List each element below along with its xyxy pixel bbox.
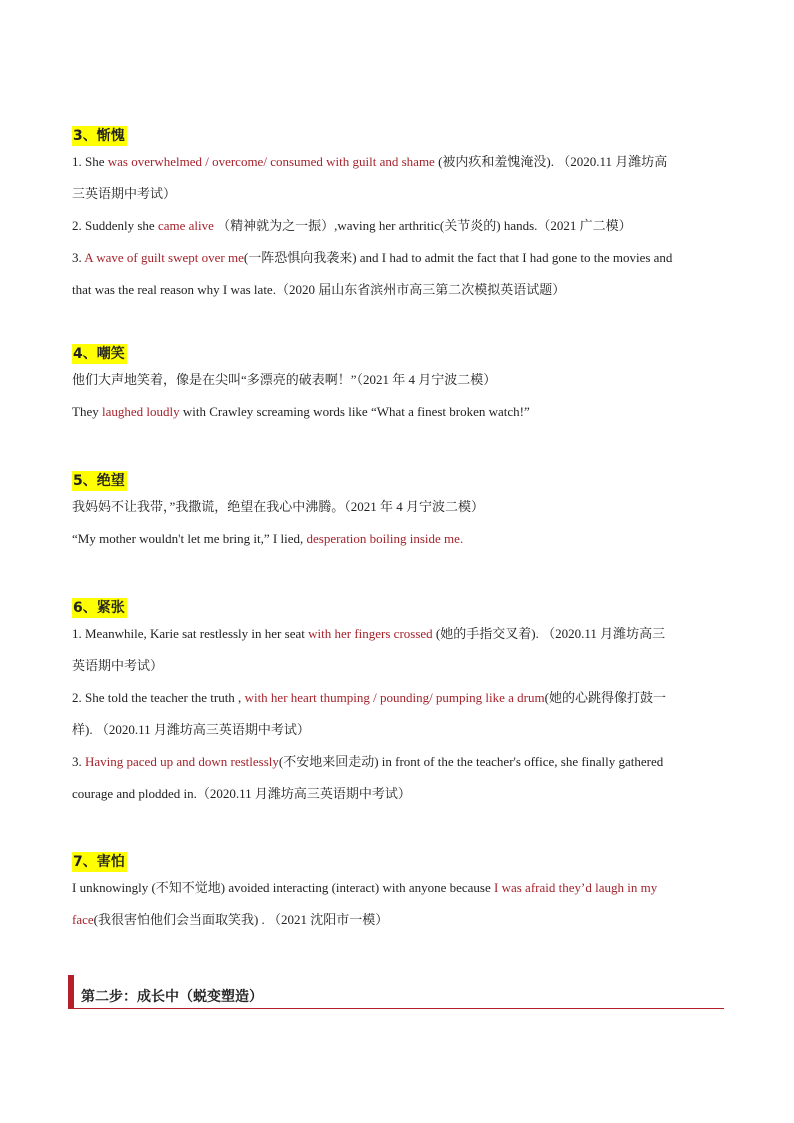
highlighted-phrase: desperation boiling inside me. xyxy=(306,531,464,546)
text-segment: (她的手指交叉着). （2020.11 月潍坊高三 xyxy=(432,626,666,641)
text-segment: 2. She told the teacher the truth , xyxy=(72,690,245,705)
highlighted-phrase: I was afraid they’d laugh in my xyxy=(494,880,658,895)
text-line xyxy=(72,491,724,523)
text-segment: I unknowingly (不知不觉地) avoided interacting (interact) with anyone because xyxy=(72,880,495,895)
text-line xyxy=(72,396,724,428)
section-heading: 4、嘲笑 xyxy=(73,346,125,362)
text-segment: with Crawley screaming words like “What a finest broken watch!” xyxy=(179,404,530,419)
text-segment: that was the real reason why I was late.（2020 届山东省滨州市高三第二次模拟英语试题） xyxy=(72,282,566,297)
text-segment: 三英语期中考试） xyxy=(72,186,177,201)
text-line xyxy=(72,746,724,778)
text-segment: (我很害怕他们会当面取笑我) . （2021 沈阳市一模） xyxy=(93,912,389,927)
text-line xyxy=(72,714,724,746)
section-mock xyxy=(72,344,724,428)
text-segment: (她的心跳得像打鼓一 xyxy=(544,690,666,705)
text-line xyxy=(72,364,724,396)
section-heading: 5、绝望 xyxy=(73,473,125,489)
text-line xyxy=(72,274,724,306)
text-segment: 英语期中考试） xyxy=(72,658,164,673)
text-line xyxy=(72,523,724,555)
text-segment: courage and plodded in.（2020.11 月潍坊高三英语期中考试） xyxy=(72,786,411,801)
highlighted-phrase: face xyxy=(72,912,94,927)
text-line xyxy=(72,178,724,210)
section-body xyxy=(72,146,724,306)
highlighted-phrase: with her fingers crossed xyxy=(308,626,433,641)
text-line xyxy=(72,650,724,682)
text-line xyxy=(72,682,724,714)
text-line xyxy=(72,146,724,178)
text-segment: 3. xyxy=(72,250,85,265)
text-line xyxy=(72,778,724,810)
section-heading: 7、害怕 xyxy=(73,854,125,870)
section-body xyxy=(72,872,724,936)
text-segment: （精神就为之一振）,waving her arthritic(关节炎的) hands.（2021 广二模） xyxy=(213,218,632,233)
text-segment: (被内疚和羞愧淹没). （2020.11 月潍坊高 xyxy=(434,154,668,169)
text-line xyxy=(72,618,724,650)
text-segment: 1. She xyxy=(72,154,108,169)
text-segment: 我妈妈不让我带，”我撒谎，绝望在我心中沸腾。（2021 年 4 月宁波二模） xyxy=(72,499,485,514)
section-body xyxy=(72,618,724,810)
banner-underline xyxy=(74,1008,724,1009)
banner-accent-bar xyxy=(68,975,74,1009)
text-line xyxy=(72,904,724,936)
section-despair xyxy=(72,471,724,555)
step-banner xyxy=(68,975,724,1009)
section-guilt xyxy=(72,126,724,306)
section-heading: 6、紧张 xyxy=(73,600,125,616)
text-segment: 2. Suddenly she xyxy=(72,218,158,233)
text-line xyxy=(72,872,724,904)
highlighted-phrase: Having paced up and down restlessly xyxy=(85,754,279,769)
section-fear xyxy=(72,852,724,936)
highlighted-phrase: was overwhelmed / overcome/ consumed with guilt and shame xyxy=(107,154,435,169)
text-line xyxy=(72,210,724,242)
banner-title: 第二步：成长中（蜕变塑造） xyxy=(81,989,263,1005)
text-segment: They xyxy=(72,404,102,419)
highlighted-phrase: with her heart thumping / pounding/ pumping like a drum xyxy=(244,690,545,705)
text-segment: 3. xyxy=(72,754,85,769)
section-nervous xyxy=(72,598,724,810)
text-segment: 他们大声地笑着，像是在尖叫“多漂亮的破表啊！”（2021 年 4 月宁波二模） xyxy=(72,372,497,387)
section-body xyxy=(72,491,724,555)
text-segment: 1. Meanwhile, Karie sat restlessly in her seat xyxy=(72,626,309,641)
text-line xyxy=(72,242,724,274)
highlighted-phrase: came alive xyxy=(157,218,214,233)
highlighted-phrase: laughed loudly xyxy=(101,404,180,419)
highlighted-phrase: A wave of guilt swept over me xyxy=(84,250,244,265)
section-body xyxy=(72,364,724,428)
text-segment: “My mother wouldn't let me bring it,” I lied, xyxy=(72,531,307,546)
text-segment: (不安地来回走动) in front of the the teacher's office, she finally gathered xyxy=(278,754,664,769)
section-heading: 3、惭愧 xyxy=(73,128,125,144)
text-segment: (一阵恐惧向我袭来) and I had to admit the fact that I had gone to the movies and xyxy=(243,250,673,265)
text-segment: 样). （2020.11 月潍坊高三英语期中考试） xyxy=(72,722,310,737)
